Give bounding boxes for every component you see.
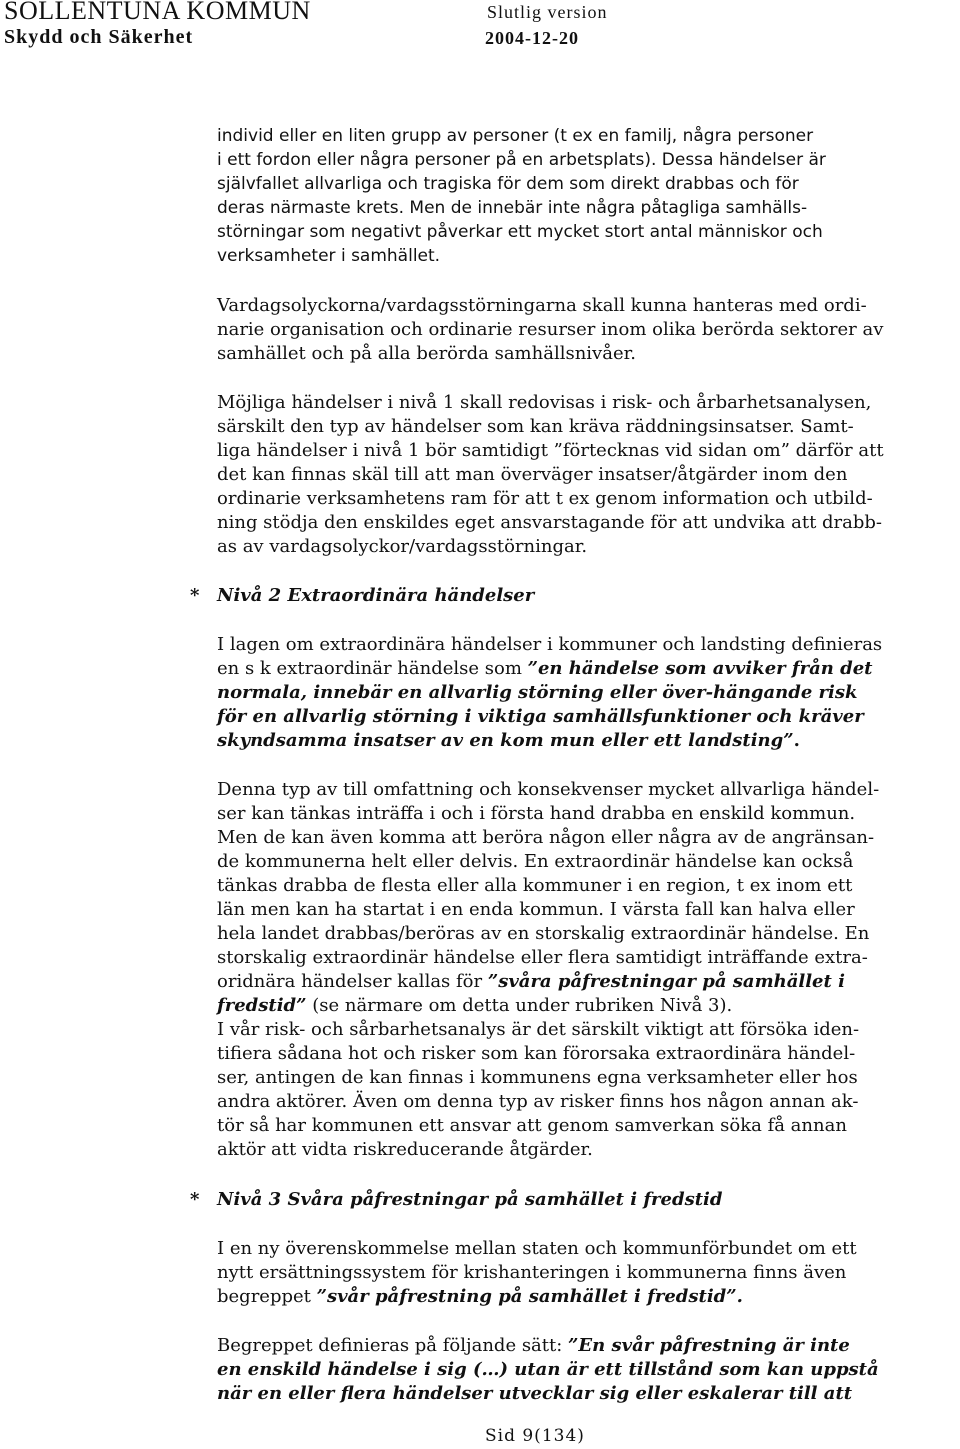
definition-quote: skyndsamma insatser av en kom mun eller ett landsting” (217, 730, 794, 751)
text-line: de kommunerna helt eller delvis. En extraordinär händelse kan också (217, 851, 854, 872)
text-line: andra aktörer. Även om denna typ av risker finns hos någon annan ak- (217, 1091, 859, 1112)
text-span: begreppet (217, 1286, 317, 1307)
text-span: . (793, 730, 800, 751)
definition-quote: ”En svår påfrestning är inte (568, 1335, 850, 1356)
text-line: I vår risk- och sårbarhetsanalys är det särskilt viktigt att försöka iden- (217, 1019, 860, 1040)
text-line: län men kan ha startat i en enda kommun. I värsta fall kan halva eller (217, 899, 855, 920)
text-line: tifiera sådana hot och risker som kan förorsaka extraordinära händel- (217, 1043, 856, 1064)
text-line: as av vardagsolyckor/vardagsstörningar. (217, 536, 588, 557)
text-line (217, 1334, 850, 1358)
text-line: tör så har kommunen ett ansvar att genom samverkan söka få annan (217, 1115, 847, 1136)
text-line: störningar som negativt påverkar ett mycket stort antal människor och (217, 222, 823, 242)
organization-name: SOLLENTUNA KOMMUN (4, 0, 311, 25)
text-line: självfallet allvarliga och tragiska för dem som direkt drabbas och för (217, 174, 799, 194)
definition-quote: ”en händelse som avviker från det (527, 658, 873, 679)
text-line: verksamheter i samhället. (217, 246, 441, 266)
text-line (217, 994, 732, 1018)
text-line: ser, antingen de kan finnas i kommunens egna verksamheter eller hos (217, 1067, 858, 1088)
text-line: aktör att vidta riskreducerande åtgärder. (217, 1139, 593, 1160)
text-line: när en eller flera händelser utvecklar sig eller eskalerar till att (217, 1383, 853, 1404)
text-line: samhället och på alla berörda samhällsnivåer. (217, 343, 636, 364)
term-quote: fredstid” (217, 995, 307, 1016)
text-line: tänkas drabba de flesta eller alla kommuner i en region, t ex inom ett (217, 875, 853, 896)
text-span: Begreppet definieras på följande sätt: (217, 1335, 569, 1356)
term-quote: ”svår påfrestning på samhället i fredstid”. (316, 1286, 743, 1307)
document-date: 2004-12-20 (485, 28, 579, 48)
text-span: (se närmare om detta under rubriken Nivå 3). (306, 995, 733, 1016)
text-line: en enskild händelse i sig (…) utan är ett tillstånd som kan uppstå (217, 1359, 879, 1380)
section-heading-level3: Nivå 3 Svåra påfrestningar på samhället i fredstid (217, 1189, 723, 1210)
text-line: nytt ersättningssystem för krishanteringen i kommunerna finns även (217, 1262, 847, 1283)
bullet-marker: * (190, 585, 200, 606)
text-line: liga händelser i nivå 1 bör samtidigt ”förtecknas vid sidan om” därför att (217, 440, 884, 461)
text-line: hela landet drabbas/beröras av en storskalig extraordinär händelse. En (217, 923, 870, 944)
text-line: normala, innebär en allvarlig störning eller över-hängande risk (217, 682, 858, 703)
text-line: storskalig extraordinär händelse eller flera samtidigt inträffande extra- (217, 947, 868, 968)
text-line (217, 970, 845, 994)
text-line: I en ny överenskommelse mellan staten och kommunförbundet om ett (217, 1238, 857, 1259)
text-line (217, 729, 800, 753)
section-heading-level2: Nivå 2 Extraordinära händelser (217, 585, 535, 606)
text-line: individ eller en liten grupp av personer (t ex en familj, några personer (217, 126, 814, 146)
department-name: Skydd och Säkerhet (4, 26, 194, 48)
text-line: Men de kan även komma att beröra någon eller några av de angränsan- (217, 827, 875, 848)
bullet-marker: * (190, 1189, 200, 1210)
text-line: narie organisation och ordinarie resurser inom olika berörda sektorer av (217, 319, 884, 340)
text-line: särskilt den typ av händelser som kan kräva räddningsinsatser. Samt- (217, 416, 854, 437)
text-line: deras närmaste krets. Men de innebär inte några påtagliga samhälls- (217, 198, 808, 218)
text-line: för en allvarlig störning i viktiga samhällsfunktioner och kräver (217, 706, 864, 727)
text-line: Möjliga händelser i nivå 1 skall redovisas i risk- och årbarhetsanalysen, (217, 392, 872, 413)
text-line: ser kan tänkas inträffa i och i första hand drabba en enskild kommun. (217, 803, 856, 824)
text-line (217, 657, 873, 681)
text-line: det kan finnas skäl till att man överväger insatser/åtgärder inom den (217, 464, 848, 485)
text-line: Vardagsolyckorna/vardagsstörningarna skall kunna hanteras med ordi- (217, 295, 867, 316)
text-span: oridnära händelser kallas för (217, 971, 488, 992)
text-line: ning stödja den enskildes eget ansvarstagande för att undvika att drabb- (217, 512, 883, 533)
text-line: Denna typ av till omfattning och konsekvenser mycket allvarliga händel- (217, 779, 880, 800)
text-line: ordinarie verksamhetens ram för att t ex genom information och utbild- (217, 488, 873, 509)
term-quote: ”svåra påfrestningar på samhället i (487, 971, 845, 992)
text-line (217, 1285, 743, 1309)
page-number: Sid 9(134) (485, 1426, 585, 1446)
text-span: en s k extraordinär händelse som (217, 658, 528, 679)
text-line: I lagen om extraordinära händelser i kommuner och landsting definieras (217, 634, 883, 655)
text-line: i ett fordon eller några personer på en arbetsplats). Dessa händelser är (217, 150, 826, 170)
document-version: Slutlig version (487, 2, 608, 22)
